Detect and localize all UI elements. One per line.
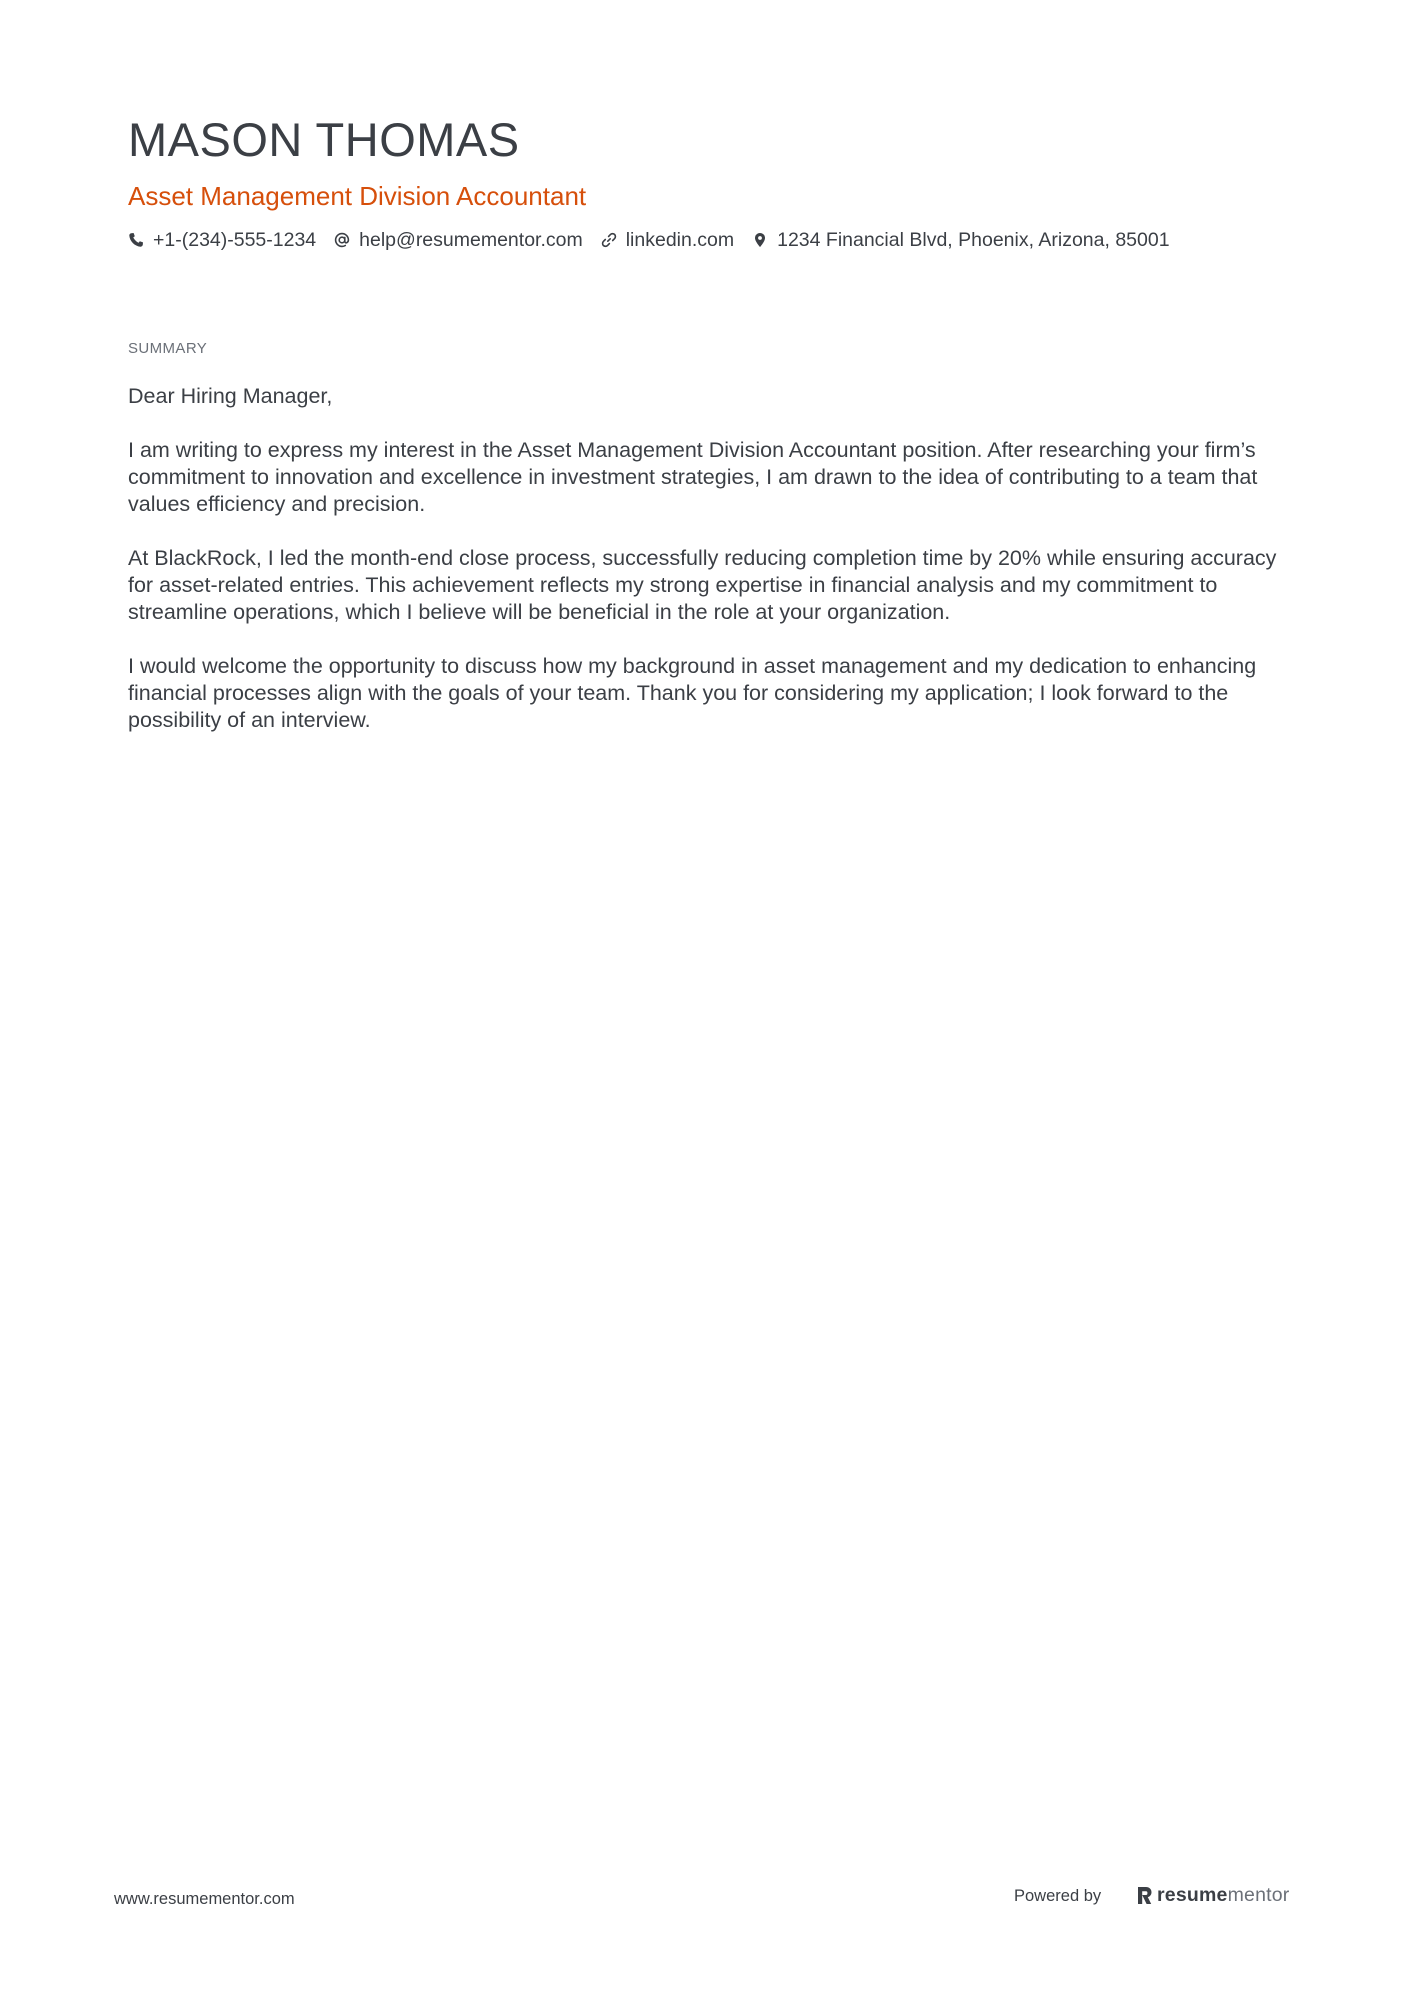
footer-website-link[interactable]: www.resumementor.com xyxy=(114,1890,295,1908)
letter-body xyxy=(128,383,1303,761)
contact-email[interactable] xyxy=(334,229,583,252)
contact-phone-text: +1-(234)-555-1234 xyxy=(153,228,317,251)
letter-paragraph: At BlackRock, I led the month-end close process, successfully reducing completion time by 20% while ensuring accuracy for asset-related entries. This achievement reflects my strong expertise in financial analysis and my commitment to streamline operations, which I believe will be beneficial in the role at your organization. xyxy=(128,546,1277,624)
summary-heading: SUMMARY xyxy=(128,340,208,357)
contact-email-text: help@resumementor.com xyxy=(359,228,583,251)
job-title: Asset Management Division Accountant xyxy=(128,181,587,211)
resumementor-logo-icon xyxy=(1136,1885,1153,1906)
phone-icon xyxy=(128,232,144,248)
location-pin-icon xyxy=(752,232,768,248)
contact-linkedin[interactable] xyxy=(601,229,734,252)
powered-by-label: Powered by xyxy=(1014,1887,1102,1905)
brand-name-bold: resume xyxy=(1157,1883,1228,1906)
candidate-name: MASON THOMAS xyxy=(128,113,520,166)
contact-linkedin-text: linkedin.com xyxy=(625,228,735,251)
link-icon xyxy=(601,232,617,248)
at-icon xyxy=(334,232,350,248)
contact-bar xyxy=(128,226,1188,254)
contact-phone[interactable] xyxy=(128,229,316,252)
letter-paragraph: I am writing to express my interest in the Asset Management Division Accountant position. After researching your firm’s commitment to innovation and excellence in investment strategies, I am drawn to the idea of contributing to a team that values efficiency and precision. xyxy=(128,438,1258,516)
salutation: Dear Hiring Manager, xyxy=(128,384,333,408)
contact-address-text: 1234 Financial Blvd, Phoenix, Arizona, 85001 xyxy=(777,228,1170,251)
brand-logo[interactable] xyxy=(1136,1882,1289,1908)
letter-paragraph: I would welcome the opportunity to discuss how my background in asset management and my dedication to enhancing financial processes align with the goals of your team. Thank you for considering my application; I look forward to the possibility of an interview. xyxy=(128,654,1257,732)
contact-address xyxy=(752,229,1169,252)
brand-name-light: mentor xyxy=(1227,1883,1290,1906)
